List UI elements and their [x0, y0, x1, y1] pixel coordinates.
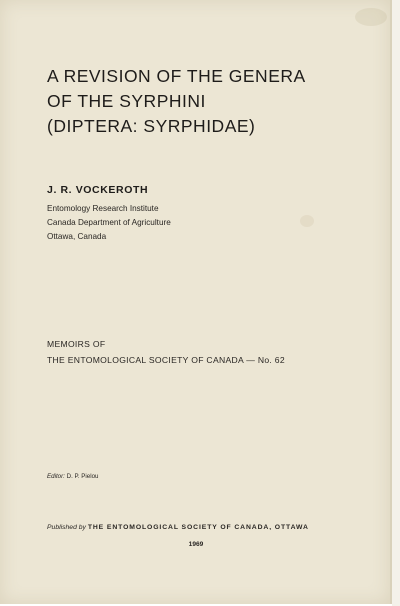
publisher-line [47, 524, 357, 531]
affiliation-line: Canada Department of Agriculture [47, 218, 171, 227]
paper-stain [355, 8, 387, 26]
publisher-name: THE ENTOMOLOGICAL SOCIETY OF CANADA, OTTAWA [87, 524, 309, 531]
title-line: A REVISION OF THE GENERA [47, 66, 306, 86]
title-line: (DIPTERA: SYRPHIDAE) [47, 116, 256, 136]
author-affiliation [47, 202, 171, 244]
series-line: MEMOIRS OF [47, 339, 106, 349]
series-line: THE ENTOMOLOGICAL SOCIETY OF CANADA — No. 62 [47, 355, 285, 365]
publisher-label: Published by [47, 524, 86, 531]
author-name: J. R. VOCKEROTH [47, 184, 149, 196]
book-title [47, 64, 377, 139]
page-edge-background [392, 0, 400, 606]
affiliation-line: Entomology Research Institute [47, 204, 159, 213]
title-line: OF THE SYRPHINI [47, 91, 206, 111]
editor-name: D. P. Pielou [66, 473, 99, 480]
series-statement [47, 336, 285, 368]
paper-stain [300, 215, 314, 227]
editor-label: Editor: [47, 473, 65, 480]
affiliation-line: Ottawa, Canada [47, 232, 107, 241]
publication-year: 1969 [188, 541, 204, 548]
editor-credit [47, 473, 99, 480]
